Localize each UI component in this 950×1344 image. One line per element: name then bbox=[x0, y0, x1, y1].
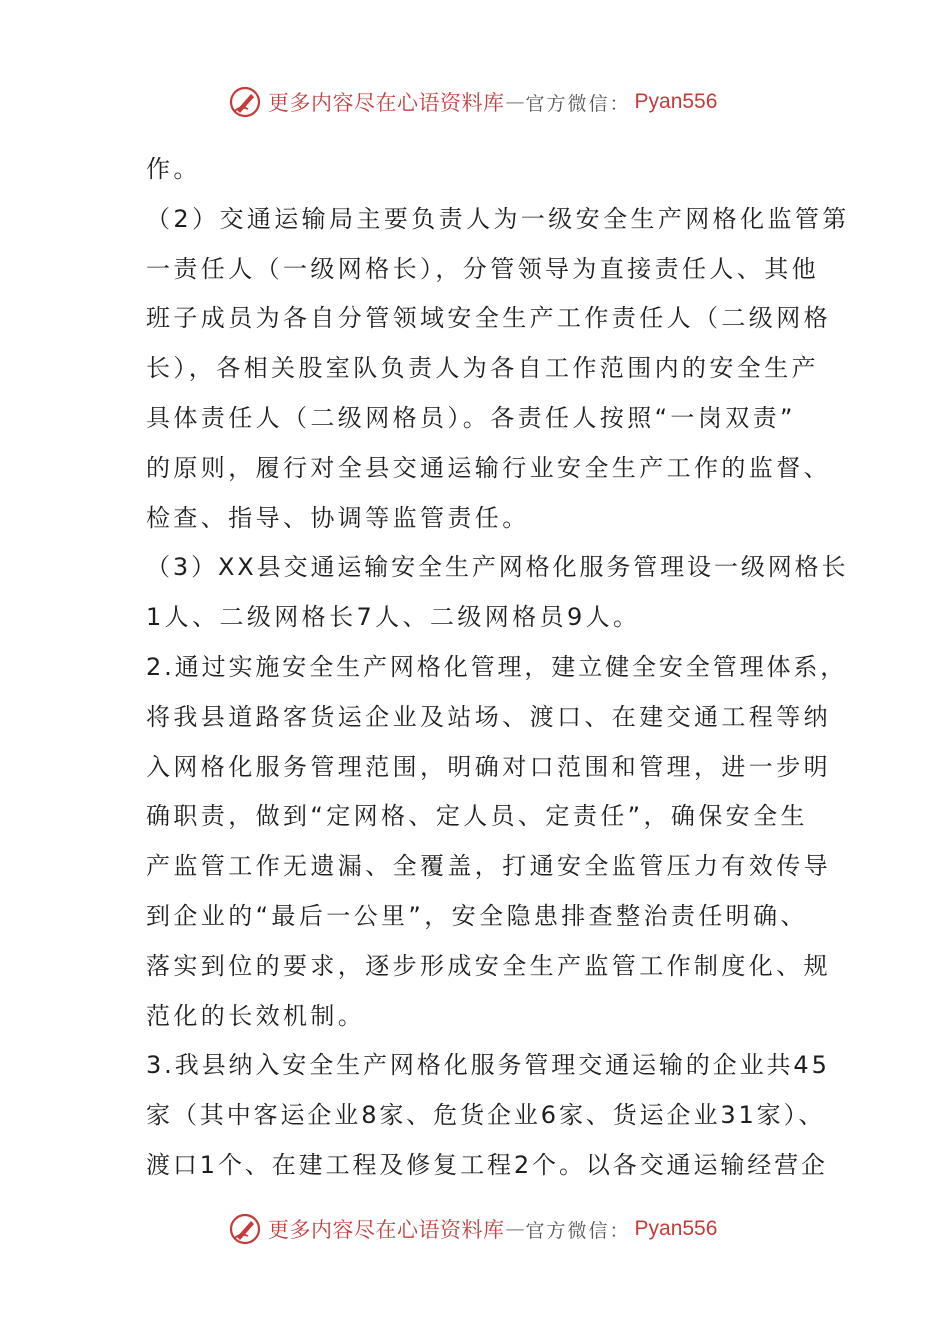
pen-seal-icon bbox=[228, 1212, 262, 1246]
body-line: 1人、二级网格长7人、二级网格员9人。 bbox=[146, 603, 641, 632]
body-line: 班子成员为各自分管领域安全生产工作责任人（二级网格 bbox=[146, 304, 831, 333]
header-watermark bbox=[228, 82, 717, 122]
watermark-official-label: 官方微信： bbox=[525, 92, 631, 115]
body-line: 产监管工作无遗漏、全覆盖，打通安全监管压力有效传导 bbox=[146, 852, 831, 881]
body-line: 3.我县纳入安全生产网格化服务管理交通运输的企业共45 bbox=[146, 1051, 830, 1080]
footer-watermark bbox=[228, 1209, 717, 1249]
document-body bbox=[146, 145, 850, 1191]
body-line: 检查、指导、协调等监管责任。 bbox=[146, 503, 530, 532]
body-line: 2.通过实施安全生产网格化管理，建立健全安全管理体系， bbox=[146, 652, 848, 681]
body-line: 的原则，履行对全县交通运输行业安全生产工作的监督、 bbox=[146, 453, 831, 482]
body-line: （2）交通运输局主要负责人为一级安全生产网格化监管第 bbox=[146, 204, 850, 233]
watermark-official-label: 官方微信： bbox=[525, 1219, 631, 1242]
watermark-dash: — bbox=[505, 1218, 525, 1240]
body-line: 确职责，做到“定网格、定人员、定责任”，确保安全生 bbox=[146, 802, 808, 831]
body-line: 渡口1个、在建工程及修复工程2个。以各交通运输经营企 bbox=[146, 1150, 828, 1179]
watermark-dash: — bbox=[505, 91, 525, 113]
body-line: 长），各相关股室队负责人为各自工作范围内的安全生产 bbox=[146, 354, 819, 383]
body-line: 范化的长效机制。 bbox=[146, 1001, 366, 1030]
body-line: 将我县道路客货运企业及站场、渡口、在建交通工程等纳 bbox=[146, 702, 831, 731]
watermark-wechat-id: Pyan556 bbox=[634, 90, 718, 113]
body-line: 到企业的“最后一公里”，安全隐患排查整治责任明确、 bbox=[146, 901, 808, 930]
pen-seal-icon bbox=[228, 85, 262, 119]
body-line: 具体责任人（二级网格员）。各责任人按照“一岗双责” bbox=[146, 403, 796, 432]
watermark-main-text: 更多内容尽在心语资料库 bbox=[268, 91, 505, 115]
body-line: （3）XX县交通运输安全生产网格化服务管理设一级网格长 bbox=[146, 553, 849, 582]
body-line: 一责任人（一级网格长），分管领导为直接责任人、其他 bbox=[146, 254, 819, 283]
body-line: 落实到位的要求，逐步形成安全生产监管工作制度化、规 bbox=[146, 951, 831, 980]
watermark-wechat-id: Pyan556 bbox=[634, 1217, 718, 1240]
body-line: 家（其中客运企业8家、危货企业6家、货运企业31家）、 bbox=[146, 1101, 826, 1130]
watermark-main-text: 更多内容尽在心语资料库 bbox=[268, 1218, 505, 1242]
body-line: 入网格化服务管理范围，明确对口范围和管理，进一步明 bbox=[146, 752, 831, 781]
body-line: 作。 bbox=[146, 155, 201, 183]
